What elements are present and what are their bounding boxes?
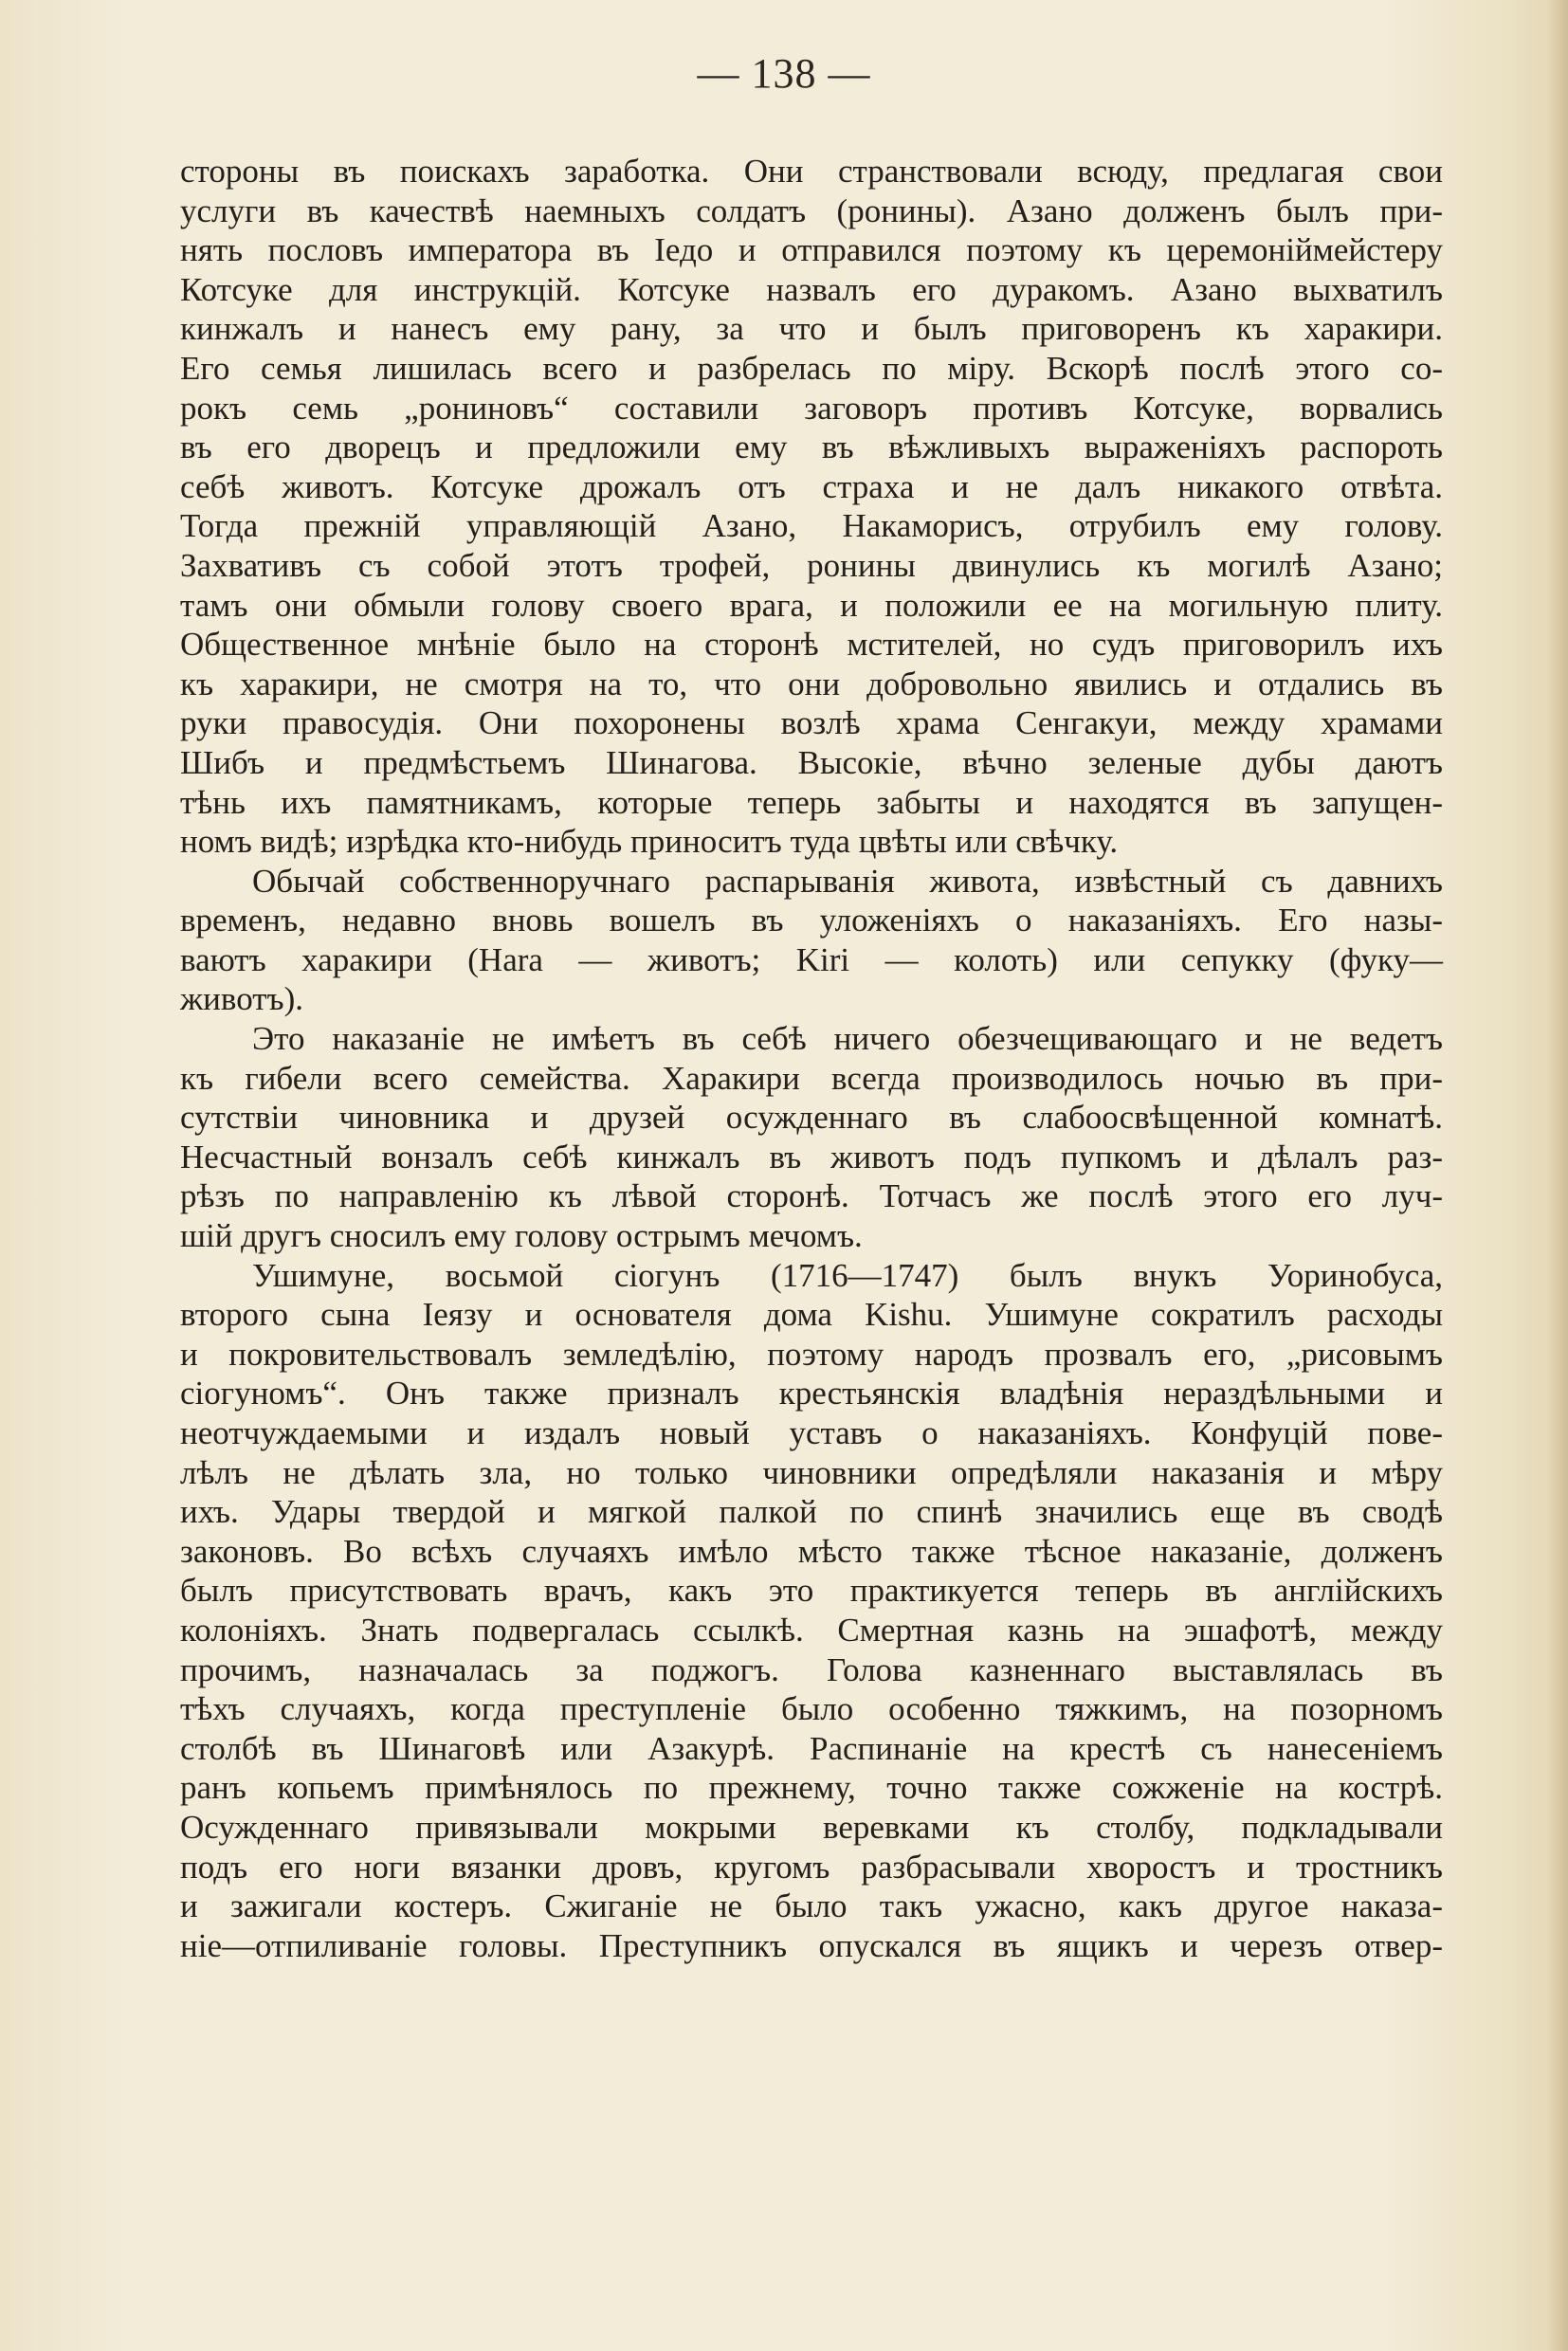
text-line: тѣхъ случаяхъ, когда преступленіе было особенно тяжкимъ, на позорномъ xyxy=(180,1690,1443,1728)
text-line: кинжалъ и нанесъ ему рану, за что и былъ приговоренъ къ харакири. xyxy=(180,310,1443,348)
text-line: былъ присутствовать врачъ, какъ это практикуется теперь въ англійскихъ xyxy=(180,1572,1443,1610)
text-line: Общественное мнѣніе было на сторонѣ мстителей, но судъ приговорилъ ихъ xyxy=(180,626,1443,664)
text-line: шій другъ сносилъ ему голову острымъ мечомъ. xyxy=(180,1217,863,1255)
text-line: неотчуждаемыми и издалъ новый уставъ о наказаніяхъ. Конфуцій пове- xyxy=(180,1414,1443,1451)
page-number: — 138 — xyxy=(697,50,871,97)
paragraph-4 xyxy=(180,1256,1443,1966)
text-line: рокъ семь „рониновъ“ составили заговоръ противъ Котсуке, ворвались xyxy=(180,389,1443,427)
paragraph-3 xyxy=(180,1019,1443,1256)
text-line: Его семья лишилась всего и разбрелась по міру. Вскорѣ послѣ этого со- xyxy=(180,349,1443,387)
text-line: Это наказаніе не имѣетъ въ себѣ ничего обезчещивающаго и не ведетъ xyxy=(252,1020,1443,1058)
text-line: рѣзъ по направленію къ лѣвой сторонѣ. Тотчасъ же послѣ этого его луч- xyxy=(180,1177,1443,1215)
text-line: второго сына Іеязу и основателя дома Kishu. Ушимуне сократилъ расходы xyxy=(180,1296,1443,1334)
text-line: къ гибели всего семейства. Харакири всегда производилось ночью въ при- xyxy=(180,1059,1443,1097)
text-line: подъ его ноги вязанки дровъ, кругомъ разбрасывали хворостъ и тростникъ xyxy=(180,1848,1443,1886)
text-line: лѣлъ не дѣлать зла, но только чиновники опредѣляли наказанія и мѣру xyxy=(180,1453,1443,1491)
text-line: Тогда прежній управляющій Азано, Накаморисъ, отрубилъ ему голову. xyxy=(180,507,1443,545)
text-line: сутствіи чиновника и друзей осужденнаго въ слабоосвѣщенной комнатѣ. xyxy=(180,1099,1443,1137)
text-line: Несчастный вонзалъ себѣ кинжалъ въ животъ подъ пупкомъ и дѣлалъ раз- xyxy=(180,1138,1443,1176)
text-line: временъ, недавно вновь вошелъ въ уложеніяхъ о наказаніяхъ. Его назы- xyxy=(180,902,1443,939)
text-line: тѣнь ихъ памятникамъ, которые теперь забыты и находятся въ запущен- xyxy=(180,783,1443,821)
text-line: ваютъ харакири (Hara — животъ; Kiri — колоть) или сепукку (фуку— xyxy=(180,940,1443,978)
text-line: законовъ. Во всѣхъ случаяхъ имѣло мѣсто также тѣсное наказаніе, долженъ xyxy=(180,1532,1443,1570)
text-line: нять пословъ императора въ Іедо и отправился поэтому къ церемоніймейстеру xyxy=(180,231,1443,269)
text-line: Котсуке для инструкцій. Котсуке назвалъ его дуракомъ. Азано выхватилъ xyxy=(180,270,1443,308)
text-line: прочимъ, назначалась за поджогъ. Голова казненнаго выставлялась въ xyxy=(180,1650,1443,1688)
text-line: ранъ копьемъ примѣнялось по прежнему, точно также сожженіе на кострѣ. xyxy=(180,1769,1443,1807)
text-line: руки правосудія. Они похоронены возлѣ храма Сенгакуи, между храмами xyxy=(180,704,1443,742)
text-line: Обычай собственноручнаго распарыванія живота, извѣстный съ давнихъ xyxy=(252,862,1443,900)
text-line: Ушимуне, восьмой сіогунъ (1716—1747) былъ внукъ Уоринобуса, xyxy=(252,1256,1443,1294)
paragraph-2 xyxy=(180,862,1443,1019)
text-line: въ его дворецъ и предложили ему въ вѣжливыхъ выраженіяхъ распороть xyxy=(180,428,1443,466)
text-line: услуги въ качествѣ наемныхъ солдатъ (ронины). Азано долженъ былъ при- xyxy=(180,191,1443,229)
text-line: и зажигали костеръ. Сжиганіе не было такъ ужасно, какъ другое наказа- xyxy=(180,1887,1443,1925)
text-line: Захвативъ съ собой этотъ трофей, ронины двинулись къ могилѣ Азано; xyxy=(180,546,1443,584)
text-line: животъ). xyxy=(180,980,304,1018)
text-line: къ харакири, не смотря на то, что они добровольно явились и отдались въ xyxy=(180,665,1443,702)
page-edge-shadow xyxy=(1547,0,1568,2351)
text-line: номъ видѣ; изрѣдка кто-нибудь приноситъ туда цвѣты или свѣчку. xyxy=(180,823,1119,861)
text-line: Шибъ и предмѣстьемъ Шинагова. Высокіе, вѣчно зеленые дубы даютъ xyxy=(180,743,1443,781)
text-line: и покровительствовалъ земледѣлію, поэтому народъ прозвалъ его, „рисовымъ xyxy=(180,1335,1443,1373)
text-line: ихъ. Удары твердой и мягкой палкой по спинѣ значились еще въ сводѣ xyxy=(180,1493,1443,1531)
body-text xyxy=(180,152,1443,1965)
text-line: сіогуномъ“. Онъ также призналъ крестьянскія владѣнія нераздѣльными и xyxy=(180,1375,1443,1412)
text-line: себѣ животъ. Котсуке дрожалъ отъ страха и не далъ никакого отвѣта. xyxy=(180,467,1443,505)
text-line: тамъ они обмыли голову своего врага, и положили ее на могильную плиту. xyxy=(180,586,1443,624)
text-line: столбѣ въ Шинаговѣ или Азакурѣ. Распинаніе на крестѣ съ нанесеніемъ xyxy=(180,1729,1443,1767)
text-line: ніе—отпиливаніе головы. Преступникъ опускался въ ящикъ и черезъ отвер- xyxy=(180,1926,1443,1964)
text-line: Осужденнаго привязывали мокрыми веревками къ столбу, подкладывали xyxy=(180,1808,1443,1846)
text-line: колоніяхъ. Знать подвергалась ссылкѣ. Смертная казнь на эшафотѣ, между xyxy=(180,1611,1443,1649)
text-line: стороны въ поискахъ заработка. Они странствовали всюду, предлагая свои xyxy=(180,153,1443,190)
paragraph-1 xyxy=(180,152,1443,862)
